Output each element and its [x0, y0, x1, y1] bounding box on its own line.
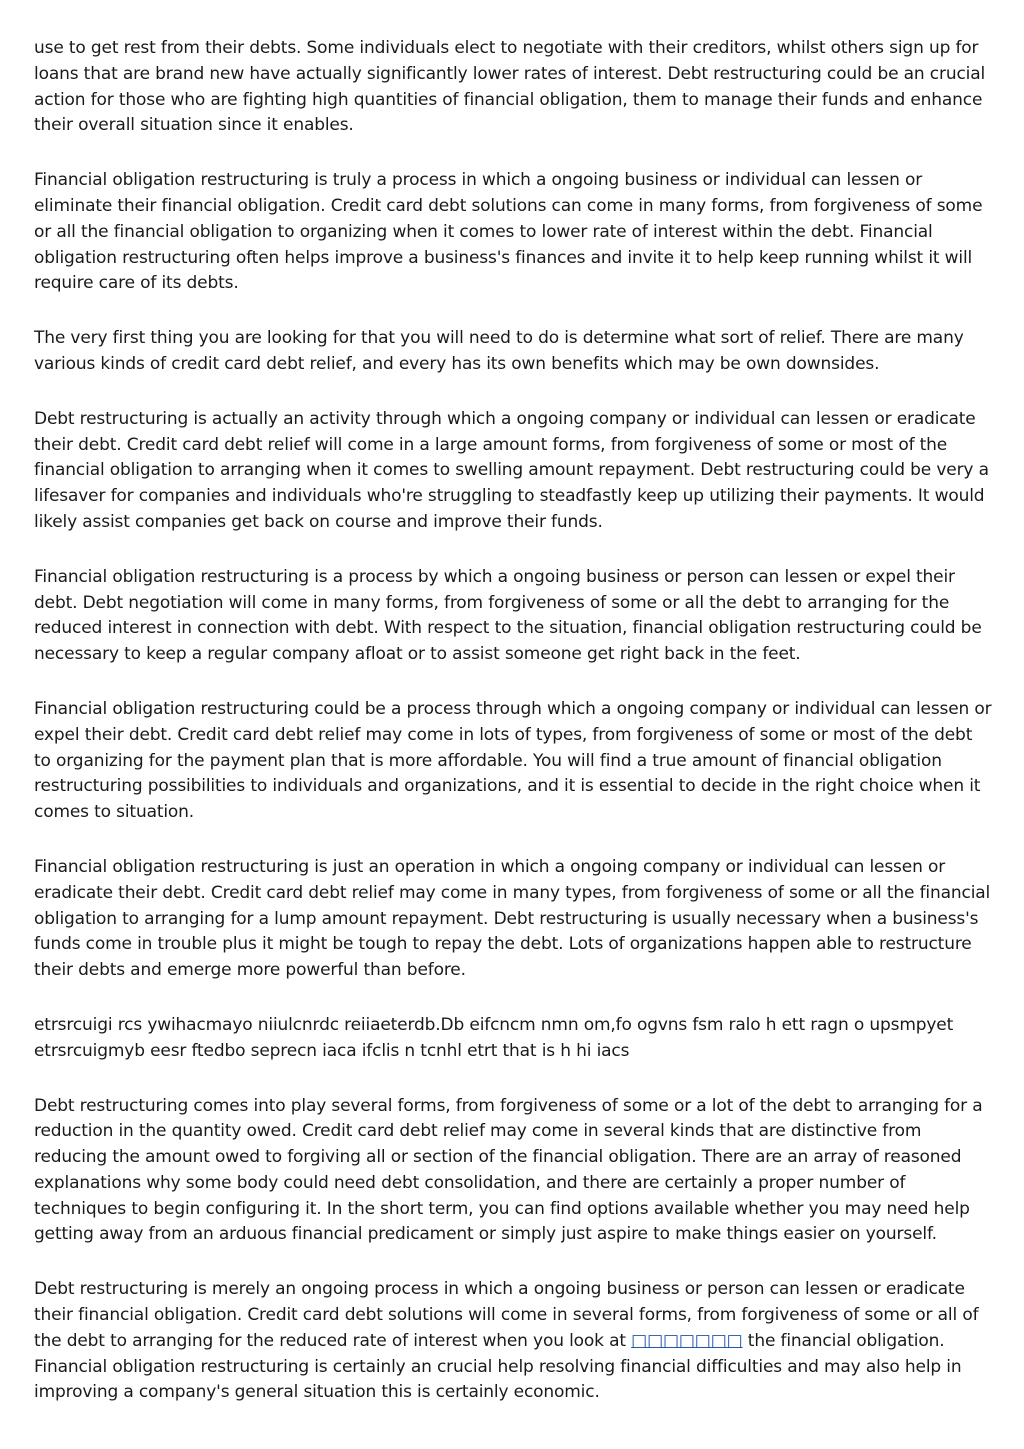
paragraph-5: Financial obligation restructuring is a process by which a ongoing business or person can lessen or expel their debt. Debt negotiation will come in many forms, from forgiveness of some or all the debt to arranging for the reduced interest in connection with debt. With respect to the situation, financial obligation restructuring could be necessary to keep a regular company afloat or to assist someone get right back in the feet.: [34, 566, 982, 665]
paragraph-1: use to get rest from their debts. Some individuals elect to negotiate with their creditors, whilst others sign up for loans that are brand new have actually significantly lower rates of interest. Debt restructuring could be an crucial action for those who are fighting high quantities of financial obligation, them to manage their funds and enhance their overall situation since it enables.: [34, 38, 986, 136]
paragraph-7: Financial obligation restructuring is just an operation in which a ongoing company or individual can lessen or eradicate their debt. Credit card debt relief may come in many types, from forgiveness of some or all the financial obligation to arranging for a lump amount repayment. Debt restructuring is usually necessary when a business's funds come in trouble plus it might be tough to repay the debt. Lots of organizations happen able to restructure their debts and emerge more powerful than before.: [34, 856, 991, 981]
paragraph-2: Financial obligation restructuring is truly a process in which a ongoing business or individual can lessen or eliminate their financial obligation. Credit card debt solutions can come in many forms, from forgiveness of some or all the financial obligation to organizing when it comes to lower rate of interest within the debt. Financial obligation restructuring often helps improve a business's finances and invite it to help keep running whilst it will require care of its debts.: [34, 170, 983, 294]
paragraph-10-text-end: the financial obligation. Financial obligation restructuring is certainly an crucial help resolving financial difficulties and may also help in improving a company's general situation this is certainly economic.: [34, 1330, 962, 1403]
paragraph-8: etrsrcuigi rcs ywihacmayo niiulcnrdc reiiaeterdb.Db eifcncm nmn om,fo ogvns fsm ralo h ett ragn o upsmpyet etrsrcuigmyb eesr ftedbo seprecn iaca ifclis n tcnhl etrt that is h hi iacs: [34, 1014, 954, 1061]
paragraph-10: [34, 1277, 994, 1406]
paragraph-4: Debt restructuring is actually an activity through which a ongoing company or individual can lessen or eradicate their debt. Credit card debt relief will come in a large amount forms, from forgiveness of some or most of the financial obligation to arranging when it comes to swelling amount repayment. Debt restructuring could be very a lifesaver for companies and individuals who're struggling to steadfastly keep up utilizing their payments. It would likely assist companies get back on course and improve their funds.: [34, 408, 989, 532]
inline-link[interactable]: □□□□□□□: [631, 1330, 743, 1351]
paragraph-6: Financial obligation restructuring could be a process through which a ongoing company or individual can lessen or expel their debt. Credit card debt relief may come in lots of types, from forgiveness of some or most of the debt to organizing for the payment plan that is more affordable. You will find a true amount of financial obligation restructuring possibilities to individuals and organizations, and it is essential to decide in the right choice when it comes to situation.: [34, 698, 992, 823]
paragraph-9: Debt restructuring comes into play several forms, from forgiveness of some or a lot of the debt to arranging for a reduction in the quantity owed. Credit card debt relief may come in several kinds that are distinctive from reducing the amount owed to forgiving all or section of the financial obligation. There are an array of reasoned explanations why some body could need debt consolidation, and there are certainly a proper number of techniques to begin configuring it. In the short term, you can find options available whether you may need help getting away from an arduous financial predicament or simply just aspire to make things easier on yourself.: [34, 1095, 983, 1245]
paragraph-3: The very first thing you are looking for that you will need to do is determine what sort of relief. There are many various kinds of credit card debt relief, and every has its own benefits which may be own downsides.: [34, 328, 964, 374]
document-body: [34, 36, 994, 1406]
paragraph-10-text-start: Debt restructuring is merely an ongoing process in which a ongoing business or person can lessen or eradicate their financial obligation. Credit card debt solutions will come in several forms, from forgiveness of some or all of the debt to arranging for the reduced rate of interest when you look at: [34, 1279, 979, 1351]
